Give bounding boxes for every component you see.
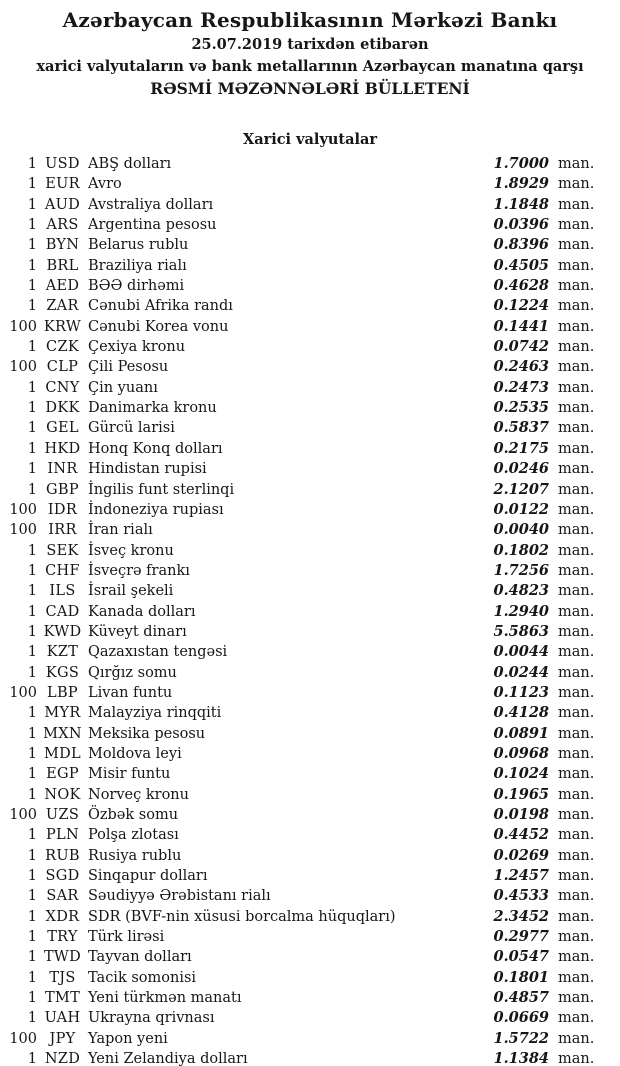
currency-code: MYR <box>44 705 81 722</box>
exchange-rates-table <box>0 154 620 1066</box>
rate-quantity: 1 <box>27 827 37 844</box>
rate-unit-label: man. <box>558 868 595 885</box>
currency-code: AED <box>45 278 80 295</box>
rate-quantity: 1 <box>27 908 37 925</box>
rate-row <box>0 785 594 805</box>
rate-unit-label: man. <box>558 420 595 437</box>
rate-quantity: 1 <box>27 217 37 234</box>
currency-code: IRR <box>48 522 77 539</box>
rate-unit-label: man. <box>558 339 595 356</box>
rate-row <box>0 439 594 459</box>
currency-code: HKD <box>44 440 81 457</box>
rate-unit-label: man. <box>558 278 595 295</box>
rate-quantity: 1 <box>27 278 37 295</box>
rate-unit-label: man. <box>558 827 595 844</box>
rate-value: 0.1224 <box>493 297 549 315</box>
currency-name: Ukrayna qrivnası <box>88 1010 215 1027</box>
rate-value: 0.0040 <box>493 521 549 539</box>
rate-unit-label: man. <box>558 1030 595 1047</box>
currency-name: Özbək somu <box>88 807 179 823</box>
currency-code: JPY <box>49 1030 76 1047</box>
currency-name: Misir funtu <box>88 766 171 783</box>
rate-quantity: 1 <box>27 664 37 681</box>
rate-unit-label: man. <box>558 562 595 579</box>
rate-unit-label: man. <box>558 807 595 823</box>
rate-quantity: 1 <box>27 990 37 1007</box>
rate-unit-label: man. <box>558 481 595 498</box>
rate-unit-label: man. <box>558 400 595 417</box>
currency-code: SAR <box>46 888 79 905</box>
rate-row <box>0 1008 594 1028</box>
rate-value: 0.0968 <box>493 744 549 762</box>
currency-code: ZAR <box>46 298 79 315</box>
rate-quantity: 100 <box>9 318 37 335</box>
rate-row <box>0 947 594 967</box>
rate-quantity: 100 <box>9 684 37 701</box>
rate-unit-label: man. <box>558 929 595 946</box>
currency-name: Braziliya rialı <box>88 257 187 274</box>
rate-value: 1.1848 <box>493 195 549 213</box>
currency-code: SEK <box>46 542 79 559</box>
rate-unit-label: man. <box>558 196 595 213</box>
rate-row <box>0 703 594 723</box>
currency-name: SDR (BVF-nin xüsusi borcalma hüquqları) <box>88 908 396 925</box>
currency-name: BƏƏ dirhəmi <box>88 278 185 295</box>
rate-row <box>0 927 594 947</box>
rate-value: 0.0198 <box>493 806 549 823</box>
rate-unit-label: man. <box>558 949 595 966</box>
rate-row <box>0 561 594 581</box>
rate-quantity: 1 <box>27 888 37 905</box>
rate-row <box>0 1049 594 1066</box>
rate-value: 0.0891 <box>493 724 549 742</box>
currency-code: DKK <box>45 400 80 417</box>
rate-quantity: 1 <box>27 705 37 722</box>
rate-value: 0.2977 <box>493 928 549 946</box>
rate-row <box>0 602 594 622</box>
currency-code: EUR <box>45 176 80 193</box>
currency-name: İran rialı <box>88 522 153 539</box>
currency-code: USD <box>45 156 80 172</box>
rate-row <box>0 418 594 438</box>
currency-code: CLP <box>46 359 79 376</box>
currency-code: LBP <box>47 684 78 701</box>
rate-value: 0.8396 <box>493 236 549 254</box>
rate-quantity: 1 <box>27 583 37 600</box>
rate-unit-label: man. <box>558 705 595 722</box>
currency-code: KZT <box>46 644 79 661</box>
rate-row <box>0 825 594 845</box>
rate-value: 0.4128 <box>493 704 549 722</box>
rate-value: 0.0547 <box>493 948 549 966</box>
rate-quantity: 1 <box>27 420 37 437</box>
rate-value: 0.0269 <box>493 846 549 864</box>
currency-code: CZK <box>46 339 79 356</box>
rate-row <box>0 642 594 662</box>
currency-code: NOK <box>44 786 81 803</box>
currency-name: Avro <box>88 176 122 193</box>
currency-name: Moldova leyi <box>88 745 182 762</box>
rate-quantity: 100 <box>9 359 37 376</box>
currency-code: KRW <box>43 318 82 335</box>
rate-quantity: 1 <box>27 1010 37 1027</box>
rate-value: 0.2463 <box>493 358 549 376</box>
currency-code: BRL <box>46 257 79 274</box>
bank-title: Azərbaycan Respublikasının Mərkəzi Bankı <box>62 8 558 32</box>
rate-unit-label: man. <box>558 969 595 986</box>
rate-row <box>0 866 594 886</box>
rate-quantity: 1 <box>27 257 37 274</box>
currency-name: Rusiya rublu <box>88 847 182 864</box>
rate-row <box>0 764 594 784</box>
rate-quantity: 1 <box>27 603 37 620</box>
currency-name: Danimarka kronu <box>88 400 217 417</box>
rate-row <box>0 174 594 194</box>
rate-unit-label: man. <box>558 644 595 661</box>
currency-code: BYN <box>45 237 80 254</box>
rate-quantity: 1 <box>27 644 37 661</box>
rate-unit-label: man. <box>558 440 595 457</box>
rate-quantity: 1 <box>27 298 37 315</box>
rate-quantity: 1 <box>27 339 37 356</box>
currency-code: RUB <box>45 847 80 864</box>
currency-name: ABŞ dolları <box>88 156 172 172</box>
rate-unit-label: man. <box>558 542 595 559</box>
currency-code: TMT <box>44 990 81 1007</box>
rate-value: 0.4505 <box>493 256 549 274</box>
currency-code: UZS <box>45 807 80 823</box>
rate-quantity: 1 <box>27 562 37 579</box>
rate-quantity: 100 <box>9 522 37 539</box>
rate-unit-label: man. <box>558 786 595 803</box>
rate-value: 1.7000 <box>493 155 549 172</box>
rate-row <box>0 215 594 235</box>
rate-unit-label: man. <box>558 684 595 701</box>
rate-value: 0.1441 <box>493 317 549 335</box>
rate-unit-label: man. <box>558 745 595 762</box>
rate-row <box>0 154 594 174</box>
rate-row <box>0 398 594 418</box>
currency-name: İsveçrə frankı <box>88 562 190 579</box>
currency-name: Livan funtu <box>88 684 173 701</box>
document-header <box>0 0 620 100</box>
rate-value: 0.0246 <box>493 460 549 478</box>
currency-name: Çexiya kronu <box>88 339 186 356</box>
rate-unit-label: man. <box>558 888 595 905</box>
rate-quantity: 1 <box>27 868 37 885</box>
rate-row <box>0 581 594 601</box>
currency-code: KGS <box>45 664 80 681</box>
rate-row <box>0 907 594 927</box>
rate-quantity: 1 <box>27 481 37 498</box>
rate-value: 2.1207 <box>493 480 549 498</box>
rate-row <box>0 744 594 764</box>
rate-quantity: 1 <box>27 237 37 254</box>
currency-name: Sinqapur dolları <box>88 868 208 885</box>
rate-unit-label: man. <box>558 522 595 539</box>
rate-unit-label: man. <box>558 461 595 478</box>
currency-name: İsrail şekeli <box>88 583 174 600</box>
rate-unit-label: man. <box>558 359 595 376</box>
bulletin-subtitle: xarici valyutaların və bank metallarının Azərbaycan manatına qarşı <box>36 58 584 75</box>
rate-value: 0.5837 <box>493 419 549 437</box>
rate-value: 0.4823 <box>493 582 549 600</box>
currency-name: Honq Konq dolları <box>88 440 223 457</box>
currency-name: Yeni Zelandiya dolları <box>88 1051 248 1066</box>
rate-row <box>0 1029 594 1049</box>
rate-value: 1.5722 <box>493 1029 549 1047</box>
rate-row <box>0 378 594 398</box>
rate-quantity: 1 <box>27 949 37 966</box>
rate-value: 0.4628 <box>493 277 549 295</box>
rate-value: 0.4452 <box>493 826 549 844</box>
rate-row <box>0 276 594 296</box>
rate-quantity: 1 <box>27 176 37 193</box>
rate-unit-label: man. <box>558 664 595 681</box>
currency-name: Avstraliya dolları <box>88 196 214 213</box>
rate-row <box>0 459 594 479</box>
rate-row <box>0 622 594 642</box>
rate-quantity: 1 <box>27 461 37 478</box>
rate-unit-label: man. <box>558 623 595 640</box>
rate-unit-label: man. <box>558 298 595 315</box>
rate-unit-label: man. <box>558 237 595 254</box>
currency-code: SGD <box>45 868 80 885</box>
rate-unit-label: man. <box>558 990 595 1007</box>
rate-row <box>0 317 594 337</box>
rate-unit-label: man. <box>558 379 595 396</box>
rate-quantity: 100 <box>9 807 37 823</box>
rate-row <box>0 337 594 357</box>
rate-unit-label: man. <box>558 318 595 335</box>
rate-quantity: 1 <box>27 847 37 864</box>
currency-code: NZD <box>44 1051 81 1066</box>
rate-unit-label: man. <box>558 725 595 742</box>
currency-name: Türk lirəsi <box>88 929 165 946</box>
currency-code: ARS <box>46 217 79 234</box>
rate-row <box>0 886 594 906</box>
currency-name: Gürcü larisi <box>88 420 175 437</box>
currency-code: EGP <box>46 766 79 783</box>
currency-name: Küveyt dinarı <box>88 623 187 640</box>
currency-name: Tayvan dolları <box>88 949 192 966</box>
currency-code: TWD <box>43 949 82 966</box>
rate-value: 0.2175 <box>493 439 549 457</box>
currency-name: İsveç kronu <box>88 542 174 559</box>
section-title-foreign-currencies: Xarici valyutalar <box>242 131 378 148</box>
rate-quantity: 1 <box>27 156 37 172</box>
rate-row <box>0 805 594 825</box>
currency-name: Çili Pesosu <box>88 359 169 376</box>
rate-row <box>0 846 594 866</box>
currency-name: Tacik somonisi <box>88 969 197 986</box>
rate-value: 2.3452 <box>493 907 549 925</box>
currency-code: ILS <box>49 583 76 600</box>
rate-row <box>0 968 594 988</box>
currency-name: Belarus rublu <box>88 237 189 254</box>
currency-code: UAH <box>44 1010 81 1027</box>
currency-code: AUD <box>44 196 81 213</box>
rate-unit-label: man. <box>558 501 595 518</box>
currency-name: Malayziya rinqqiti <box>88 705 222 722</box>
currency-name: Argentina pesosu <box>88 217 217 234</box>
currency-name: Yapon yeni <box>88 1030 168 1047</box>
currency-code: XDR <box>45 908 80 925</box>
currency-name: Hindistan rupisi <box>88 461 207 478</box>
currency-name: İngilis funt sterlinqi <box>88 481 235 498</box>
rate-unit-label: man. <box>558 1051 595 1066</box>
currency-code: GEL <box>46 420 79 437</box>
rate-value: 0.0396 <box>493 216 549 234</box>
rate-quantity: 1 <box>27 725 37 742</box>
rate-unit-label: man. <box>558 1010 595 1027</box>
rate-value: 1.7256 <box>493 561 549 579</box>
rate-row <box>0 296 594 316</box>
rate-quantity: 1 <box>27 786 37 803</box>
currency-name: Qırğız somu <box>88 664 177 681</box>
rate-value: 1.2457 <box>493 867 549 885</box>
rate-row <box>0 235 594 255</box>
rate-value: 0.1123 <box>493 683 549 701</box>
currency-code: CHF <box>45 562 80 579</box>
rate-row <box>0 480 594 500</box>
rate-row <box>0 357 594 377</box>
rate-row <box>0 541 594 561</box>
bulletin-title: RƏSMİ MƏZƏNNƏLƏRİ BÜLLETENİ <box>150 79 470 98</box>
currency-code: PLN <box>46 827 79 844</box>
currency-code: CNY <box>45 379 80 396</box>
currency-code: TRY <box>47 929 78 946</box>
rate-row <box>0 520 594 540</box>
currency-code: CAD <box>45 603 80 620</box>
currency-name: Polşa zlotası <box>88 827 179 844</box>
rate-quantity: 1 <box>27 400 37 417</box>
currency-name: Yeni türkmən manatı <box>88 990 242 1007</box>
currency-name: Çin yuanı <box>88 379 158 396</box>
currency-code: TJS <box>49 969 76 986</box>
currency-name: Norveç kronu <box>88 786 189 803</box>
currency-code: INR <box>47 461 78 478</box>
rate-quantity: 1 <box>27 1051 37 1066</box>
rate-unit-label: man. <box>558 847 595 864</box>
rate-value: 0.2535 <box>493 399 549 417</box>
rate-value: 0.4533 <box>493 887 549 905</box>
rate-value: 1.1384 <box>493 1050 549 1066</box>
rate-row <box>0 500 594 520</box>
rate-quantity: 1 <box>27 542 37 559</box>
rate-value: 0.0122 <box>493 500 549 518</box>
rate-quantity: 1 <box>27 440 37 457</box>
rate-value: 0.1024 <box>493 765 549 783</box>
rate-row <box>0 256 594 276</box>
rate-row <box>0 988 594 1008</box>
currency-name: Cənubi Afrika randı <box>88 298 233 315</box>
rate-quantity: 1 <box>27 745 37 762</box>
rate-value: 0.0244 <box>493 663 549 681</box>
rate-unit-label: man. <box>558 217 595 234</box>
currency-code: MXN <box>43 725 82 742</box>
rate-unit-label: man. <box>558 766 595 783</box>
rate-quantity: 1 <box>27 379 37 396</box>
rate-value: 0.1801 <box>493 968 549 986</box>
rate-quantity: 1 <box>27 929 37 946</box>
currency-code: MDL <box>43 745 81 762</box>
rate-unit-label: man. <box>558 908 595 925</box>
rate-value: 0.0742 <box>493 338 549 356</box>
rate-value: 0.1965 <box>493 785 549 803</box>
rate-unit-label: man. <box>558 583 595 600</box>
currency-code: GBP <box>46 481 79 498</box>
rate-quantity: 1 <box>27 196 37 213</box>
rate-unit-label: man. <box>558 176 595 193</box>
currency-name: Meksika pesosu <box>88 725 206 742</box>
rate-value: 1.2940 <box>493 602 549 620</box>
currency-name: Kanada dolları <box>88 603 196 620</box>
rate-value: 0.0669 <box>493 1009 549 1027</box>
rate-row <box>0 683 594 703</box>
rate-quantity: 1 <box>27 766 37 783</box>
rate-row <box>0 663 594 683</box>
rate-row <box>0 195 594 215</box>
rate-unit-label: man. <box>558 156 595 172</box>
rate-quantity: 1 <box>27 969 37 986</box>
rate-value: 0.1802 <box>493 541 549 559</box>
rate-value: 0.4857 <box>493 989 549 1007</box>
currency-code: IDR <box>47 501 78 518</box>
rate-value: 0.2473 <box>493 378 549 396</box>
currency-name: İndoneziya rupiası <box>88 501 224 518</box>
currency-code: KWD <box>43 623 82 640</box>
rate-value: 0.0044 <box>493 643 549 661</box>
rate-row <box>0 724 594 744</box>
rate-unit-label: man. <box>558 603 595 620</box>
currency-name: Cənubi Korea vonu <box>88 318 229 335</box>
rate-value: 1.8929 <box>493 175 549 193</box>
rate-quantity: 100 <box>9 1030 37 1047</box>
effective-date-line: 25.07.2019 tarixdən etibarən <box>191 36 429 53</box>
rate-unit-label: man. <box>558 257 595 274</box>
rate-quantity: 1 <box>27 623 37 640</box>
currency-name: Qazaxıstan tengəsi <box>88 644 228 661</box>
rate-quantity: 100 <box>9 501 37 518</box>
currency-name: Səudiyyə Ərəbistanı rialı <box>88 888 271 905</box>
rate-value: 5.5863 <box>493 622 549 640</box>
